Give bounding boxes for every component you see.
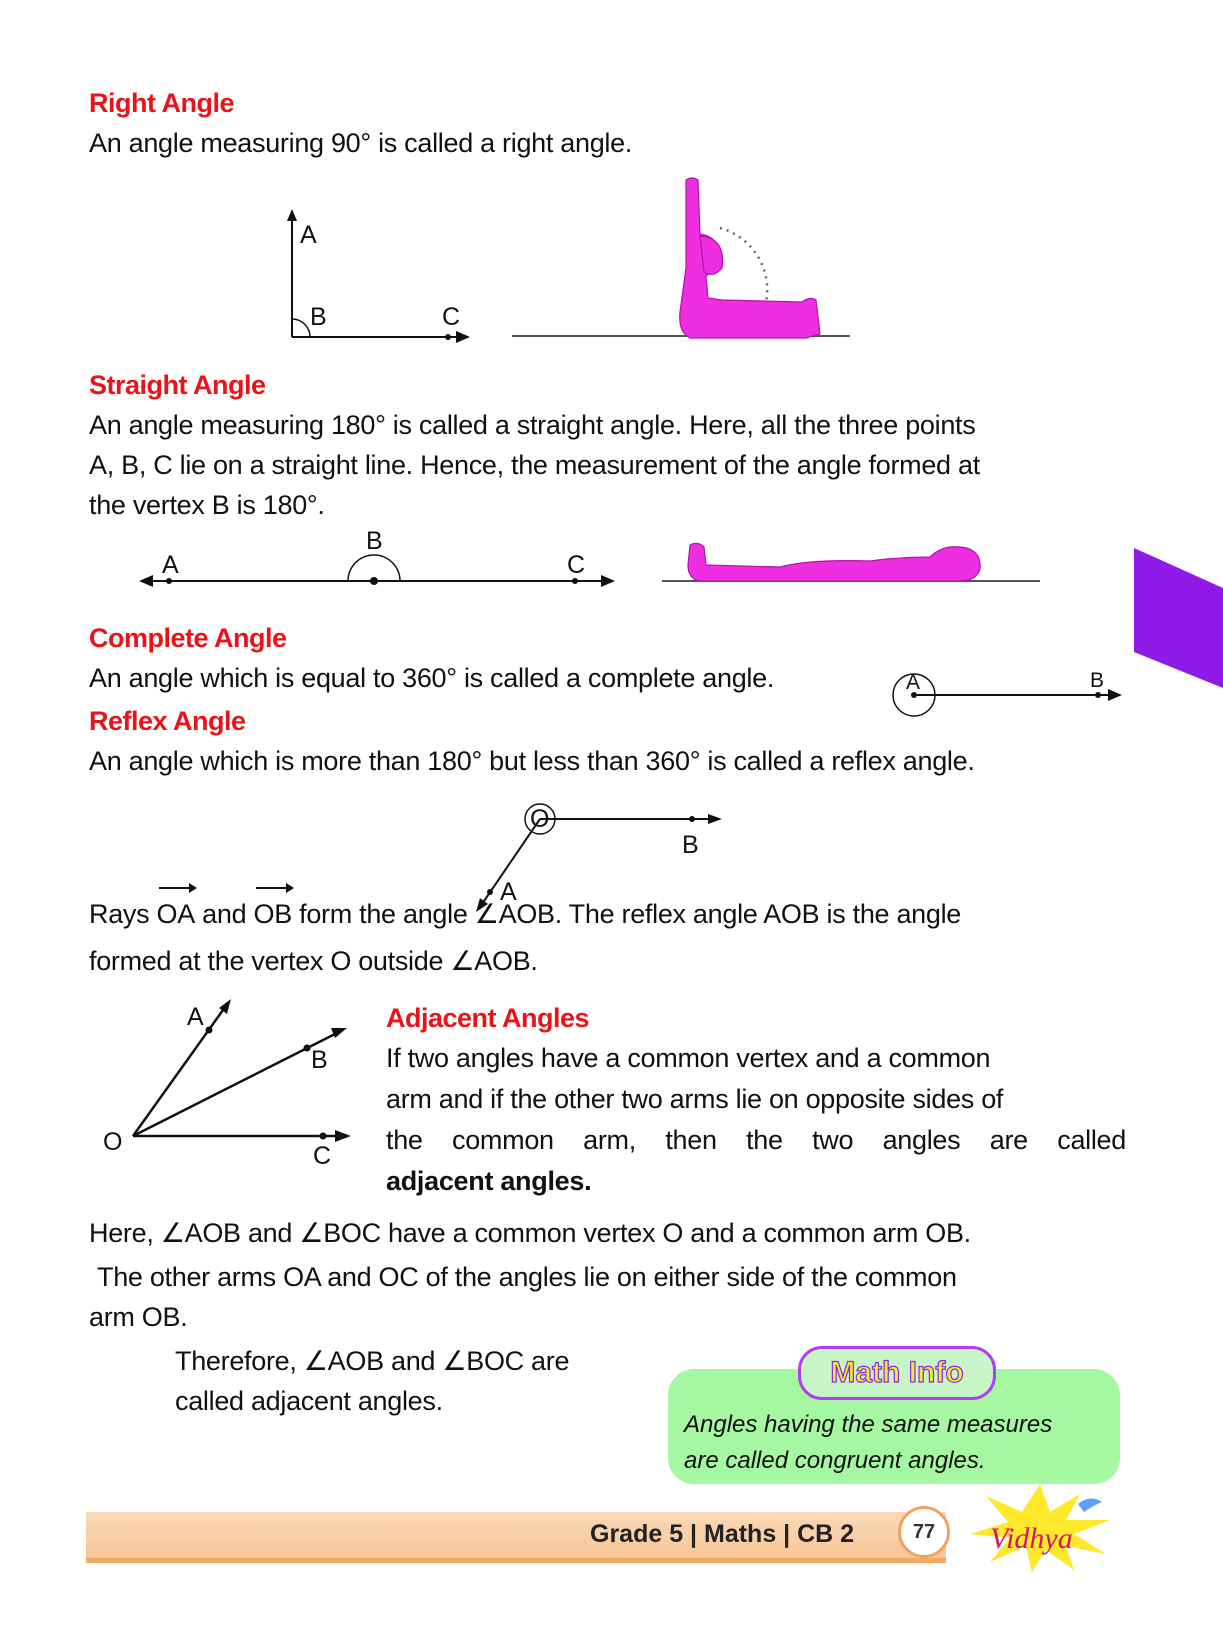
math-info-line-1: Angles having the same measures — [684, 1411, 1053, 1438]
straight-angle-line-3: the vertex B is 180°. — [89, 490, 325, 520]
adjacent-therefore-line-1: Therefore, ∠AOB and ∠BOC are — [175, 1346, 570, 1376]
math-info-title: Math Info — [798, 1346, 996, 1400]
reflex-angle-label-o: O — [530, 805, 550, 833]
adjacent-label-c: C — [313, 1142, 332, 1170]
ray-ob: OB — [254, 893, 292, 935]
straight-angle-label-c: C — [567, 551, 586, 579]
reflex-rays-text-2: and — [194, 899, 254, 929]
sitting-person-illustration — [510, 172, 855, 352]
adjacent-angles-diagram — [95, 990, 365, 1180]
right-angle-definition: An angle measuring 90° is called a right angle. — [89, 128, 633, 158]
complete-angle-definition: An angle which is equal to 360° is called a complete angle. — [89, 663, 775, 693]
footer-course-label: Grade 5 | Maths | CB 2 — [590, 1520, 855, 1548]
lying-person-illustration — [660, 535, 1045, 590]
complete-angle-diagram — [890, 665, 1130, 725]
adjacent-line-1: If two angles have a common vertex and a common — [386, 1043, 991, 1073]
reflex-angle-label-b: B — [682, 831, 699, 859]
ray-oa: OA — [157, 893, 195, 935]
adjacent-here-line-3: arm OB. — [89, 1302, 188, 1332]
reflex-rays-line — [89, 893, 961, 935]
reflex-angle-definition: An angle which is more than 180° but less than 360° is called a reflex angle. — [89, 746, 975, 776]
adjacent-label-b: B — [311, 1046, 328, 1074]
right-angle-label-b: B — [310, 303, 327, 331]
side-tab — [1134, 548, 1223, 688]
straight-angle-diagram — [135, 525, 625, 600]
math-info-text — [684, 1407, 1114, 1479]
adjacent-label-o: O — [103, 1128, 123, 1156]
math-info-line-2: are called congruent angles. — [684, 1447, 986, 1474]
adjacent-here-line-2: The other arms OA and OC of the angles lie on either side of the common — [97, 1262, 957, 1292]
adjacent-angles-heading: Adjacent Angles — [386, 1003, 590, 1033]
vidhya-logo-text: Vidhya — [990, 1522, 1073, 1555]
adjacent-line-2: arm and if the other two arms lie on opposite sides of — [386, 1084, 1004, 1114]
straight-angle-line-1: An angle measuring 180° is called a straight angle. Here, all the three points — [89, 410, 976, 440]
complete-angle-label-a: A — [906, 671, 921, 694]
straight-angle-label-b: B — [366, 527, 383, 555]
page-number: 77 — [898, 1506, 950, 1558]
complete-angle-label-b: B — [1090, 669, 1105, 692]
right-angle-heading: Right Angle — [89, 88, 234, 118]
ray-arrow-icon — [254, 881, 296, 895]
adjacent-therefore-line-2: called adjacent angles. — [175, 1386, 443, 1416]
vidhya-logo — [960, 1480, 1120, 1572]
reflex-angle-line-2: formed at the vertex O outside ∠AOB. — [89, 946, 538, 976]
ray-arrow-icon — [157, 881, 199, 895]
reflex-angle-label-a: A — [500, 878, 517, 906]
straight-angle-label-a: A — [162, 551, 179, 579]
adjacent-label-a: A — [187, 1003, 204, 1031]
straight-angle-heading: Straight Angle — [89, 370, 266, 400]
straight-angle-line-2: A, B, C lie on a straight line. Hence, the measurement of the angle formed at — [89, 450, 980, 480]
right-angle-label-a: A — [300, 221, 317, 249]
adjacent-here-line-1: Here, ∠AOB and ∠BOC have a common vertex O and a common arm OB. — [89, 1218, 971, 1248]
right-angle-diagram — [270, 205, 490, 350]
reflex-rays-text-3: form the angle ∠AOB. The reflex angle AOB is the angle — [291, 899, 962, 929]
complete-angle-heading: Complete Angle — [89, 623, 287, 653]
reflex-rays-text-1: Rays — [89, 899, 157, 929]
reflex-angle-heading: Reflex Angle — [89, 706, 246, 736]
adjacent-line-3: the common arm, then the two angles are called — [386, 1125, 1126, 1155]
right-angle-label-c: C — [442, 303, 461, 331]
adjacent-bold-term: adjacent angles. — [386, 1166, 592, 1196]
